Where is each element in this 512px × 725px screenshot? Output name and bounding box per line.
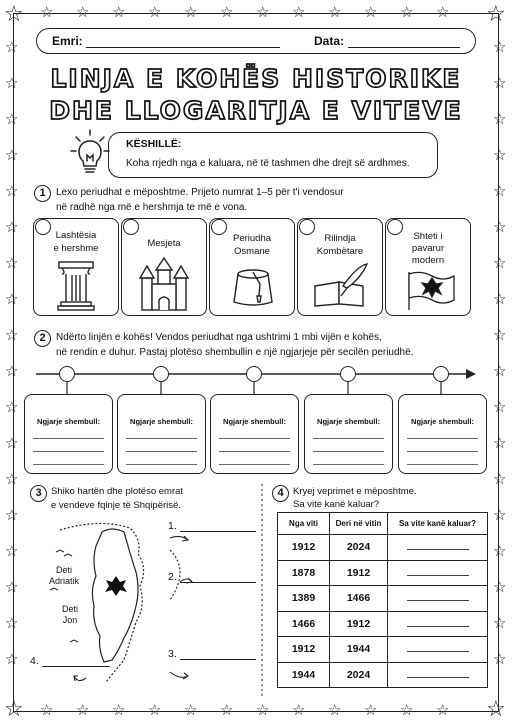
task-3-instruction-1: Shiko hartën dhe plotëso emrat — [51, 486, 184, 497]
example-box-5 — [398, 394, 487, 474]
answer-line[interactable] — [33, 464, 104, 465]
answer-line[interactable] — [219, 464, 290, 465]
answer-line[interactable] — [126, 464, 197, 465]
to-year: 2024 — [330, 535, 388, 561]
title-line-1: LINJA E KOHËS HISTORIKE — [50, 64, 462, 93]
star-icon: ☆ — [4, 2, 24, 27]
star-icon: ☆ — [292, 701, 306, 719]
castle-icon — [138, 256, 190, 312]
star-icon: ☆ — [40, 701, 54, 719]
to-year: 1912 — [330, 560, 388, 586]
example-label-1: Ngjarje shembull: — [37, 417, 100, 426]
example-label-2: Ngjarje shembull: — [130, 417, 193, 426]
column-icon — [56, 260, 96, 312]
task-2-instruction-2: në rendin e duhur. Pastaj plotëso shembullin e një ngjarjeje për secilën periudhë. — [56, 347, 414, 358]
table-row — [278, 560, 488, 586]
answer-1-number: 1. — [168, 520, 177, 532]
star-icon: ☆ — [493, 218, 507, 236]
star-icon: ☆ — [493, 74, 507, 92]
column-header-to: Deri në vitin — [330, 513, 388, 535]
star-icon: ☆ — [400, 3, 414, 21]
star-icon: ☆ — [493, 38, 507, 56]
star-icon: ☆ — [486, 2, 506, 27]
answer-2-number: 2. — [168, 571, 177, 583]
star-icon: ☆ — [148, 701, 162, 719]
star-icon: ☆ — [493, 650, 507, 668]
task-1-instruction-1: Lexo periudhat e mëposhtme. Prijeto numrat 1–5 për t'i vendosur — [56, 187, 344, 198]
name-field[interactable] — [86, 47, 280, 48]
task-4-number: 4 — [272, 485, 289, 502]
star-icon: ☆ — [436, 3, 450, 21]
star-icon: ☆ — [5, 506, 19, 524]
star-icon: ☆ — [493, 506, 507, 524]
from-year: 1912 — [278, 535, 330, 561]
to-year: 1944 — [330, 637, 388, 663]
star-icon: ☆ — [5, 146, 19, 164]
star-icon: ☆ — [493, 326, 507, 344]
answer-line[interactable] — [407, 451, 478, 452]
card-4-line-2: Kombëtare — [316, 246, 364, 257]
date-label: Data: — [314, 34, 345, 48]
card-1-line-1: Lashtësia — [55, 230, 97, 241]
answer-4-number: 4. — [30, 655, 39, 667]
years-table — [277, 512, 488, 688]
star-icon: ☆ — [40, 3, 54, 21]
star-icon: ☆ — [5, 650, 19, 668]
answer-4-field[interactable] — [42, 666, 110, 667]
answer-line[interactable] — [33, 451, 104, 452]
fez-icon — [230, 262, 276, 310]
star-icon: ☆ — [493, 146, 507, 164]
sea-label-ionian-1: Deti — [61, 604, 78, 614]
from-year: 1389 — [278, 586, 330, 612]
from-year: 1466 — [278, 611, 330, 637]
star-icon: ☆ — [328, 701, 342, 719]
example-box-1 — [24, 394, 113, 474]
star-icon: ☆ — [5, 110, 19, 128]
example-box-2 — [117, 394, 206, 474]
task-4-instruction-1: Kryej veprimet e mëposhtme. — [293, 486, 417, 497]
star-icon: ☆ — [493, 254, 507, 272]
column-header-from: Nga viti — [278, 513, 330, 535]
date-field[interactable] — [348, 47, 460, 48]
star-icon: ☆ — [493, 542, 507, 560]
years-answer-cell[interactable] — [388, 560, 488, 586]
star-icon: ☆ — [5, 470, 19, 488]
lightbulb-icon — [70, 128, 110, 178]
tip-text: Koha rrjedh nga e kaluara, në të tashmen dhe drejt së ardhmes. — [126, 158, 410, 169]
star-icon: ☆ — [184, 3, 198, 21]
title-line-2: DHE LLOGARITJA E VITEVE — [49, 96, 463, 125]
years-answer-cell[interactable] — [388, 611, 488, 637]
star-icon: ☆ — [400, 701, 414, 719]
star-icon: ☆ — [184, 701, 198, 719]
answer-2-field[interactable] — [180, 582, 256, 583]
header-box — [36, 28, 476, 54]
task-4-instruction-2: Sa vite kanë kaluar? — [293, 499, 380, 510]
star-icon: ☆ — [5, 398, 19, 416]
card-3-line-1: Periudha — [232, 233, 272, 244]
star-icon: ☆ — [436, 701, 450, 719]
from-year: 1944 — [278, 662, 330, 688]
star-icon: ☆ — [148, 3, 162, 21]
tip-title: KËSHILLË: — [126, 138, 182, 150]
star-icon: ☆ — [220, 701, 234, 719]
example-label-5: Ngjarje shembull: — [411, 417, 474, 426]
answer-line[interactable] — [126, 451, 197, 452]
star-icon: ☆ — [493, 110, 507, 128]
table-row — [278, 535, 488, 561]
card-5-line-1: Shteti i — [413, 231, 443, 242]
star-icon: ☆ — [493, 614, 507, 632]
card-4-line-1: Rilindja — [324, 233, 356, 244]
years-answer-cell[interactable] — [388, 586, 488, 612]
sea-label-adriatic-1: Deti — [55, 565, 72, 575]
star-icon: ☆ — [76, 701, 90, 719]
card-2-line-1: Mesjeta — [147, 238, 181, 249]
card-5-line-2: pavarur — [411, 243, 445, 254]
answer-line[interactable] — [313, 438, 384, 439]
table-row — [278, 611, 488, 637]
example-label-3: Ngjarje shembull: — [223, 417, 286, 426]
sea-label-ionian-2: Jon — [62, 615, 78, 625]
answer-line[interactable] — [313, 464, 384, 465]
albanian-flag-icon — [406, 270, 456, 312]
star-icon: ☆ — [5, 182, 19, 200]
answer-line[interactable] — [219, 451, 290, 452]
card-1-line-2: e hershme — [53, 243, 99, 254]
example-label-4: Ngjarje shembull: — [317, 417, 380, 426]
star-icon: ☆ — [112, 701, 126, 719]
table-row — [278, 662, 488, 688]
answer-3-number: 3. — [168, 648, 177, 660]
card-5-line-3: modern — [411, 255, 445, 266]
star-icon: ☆ — [292, 3, 306, 21]
years-answer-cell[interactable] — [388, 535, 488, 561]
years-answer-cell[interactable] — [388, 637, 488, 663]
star-icon: ☆ — [493, 362, 507, 380]
star-icon: ☆ — [256, 701, 270, 719]
star-icon: ☆ — [76, 3, 90, 21]
example-box-4 — [304, 394, 393, 474]
star-icon: ☆ — [5, 362, 19, 380]
star-icon: ☆ — [4, 697, 24, 722]
task-3-instruction-2: e vendeve fqinje të Shqipërisë. — [51, 500, 181, 511]
star-icon: ☆ — [493, 398, 507, 416]
star-icon: ☆ — [220, 3, 234, 21]
table-header-row — [278, 513, 488, 535]
name-label: Emri: — [52, 34, 83, 48]
star-icon: ☆ — [364, 701, 378, 719]
task-1-number: 1 — [34, 185, 51, 202]
answer-3-field[interactable] — [180, 659, 256, 660]
task-2-number: 2 — [34, 330, 51, 347]
column-header-years: Sa vite kanë kaluar? — [388, 513, 488, 535]
book-quill-icon — [313, 262, 369, 308]
table-row — [278, 637, 488, 663]
years-answer-cell[interactable] — [388, 662, 488, 688]
task-1-instruction-2: në radhë nga më e hershmja te më e vona. — [56, 202, 248, 213]
star-icon: ☆ — [5, 434, 19, 452]
star-icon: ☆ — [486, 697, 506, 722]
order-circle-2[interactable] — [123, 219, 139, 235]
star-icon: ☆ — [328, 3, 342, 21]
table-row — [278, 586, 488, 612]
star-icon: ☆ — [5, 218, 19, 236]
star-icon: ☆ — [5, 614, 19, 632]
answer-line[interactable] — [33, 438, 104, 439]
star-icon: ☆ — [256, 3, 270, 21]
star-icon: ☆ — [5, 38, 19, 56]
from-year: 1912 — [278, 637, 330, 663]
star-icon: ☆ — [5, 74, 19, 92]
star-icon: ☆ — [493, 290, 507, 308]
star-icon: ☆ — [493, 434, 507, 452]
answer-line[interactable] — [407, 464, 478, 465]
star-icon: ☆ — [112, 3, 126, 21]
answer-line[interactable] — [407, 438, 478, 439]
task-2-instruction-1: Ndërto linjën e kohës! Vendos periudhat nga ushtrimi 1 mbi vijën e kohës, — [56, 332, 382, 343]
answer-line[interactable] — [126, 438, 197, 439]
to-year: 1912 — [330, 611, 388, 637]
star-icon: ☆ — [493, 182, 507, 200]
star-icon: ☆ — [5, 326, 19, 344]
example-box-3 — [210, 394, 299, 474]
star-icon: ☆ — [5, 542, 19, 560]
sea-label-adriatic-2: Adriatik — [48, 576, 79, 586]
to-year: 2024 — [330, 662, 388, 688]
answer-line[interactable] — [313, 451, 384, 452]
answer-1-field[interactable] — [180, 531, 256, 532]
star-icon: ☆ — [5, 578, 19, 596]
answer-line[interactable] — [219, 438, 290, 439]
star-icon: ☆ — [5, 254, 19, 272]
star-icon: ☆ — [5, 290, 19, 308]
star-icon: ☆ — [493, 470, 507, 488]
star-icon: ☆ — [493, 578, 507, 596]
task-3-number: 3 — [30, 485, 47, 502]
from-year: 1878 — [278, 560, 330, 586]
card-3-line-2: Osmane — [234, 246, 270, 257]
star-icon: ☆ — [364, 3, 378, 21]
to-year: 1466 — [330, 586, 388, 612]
